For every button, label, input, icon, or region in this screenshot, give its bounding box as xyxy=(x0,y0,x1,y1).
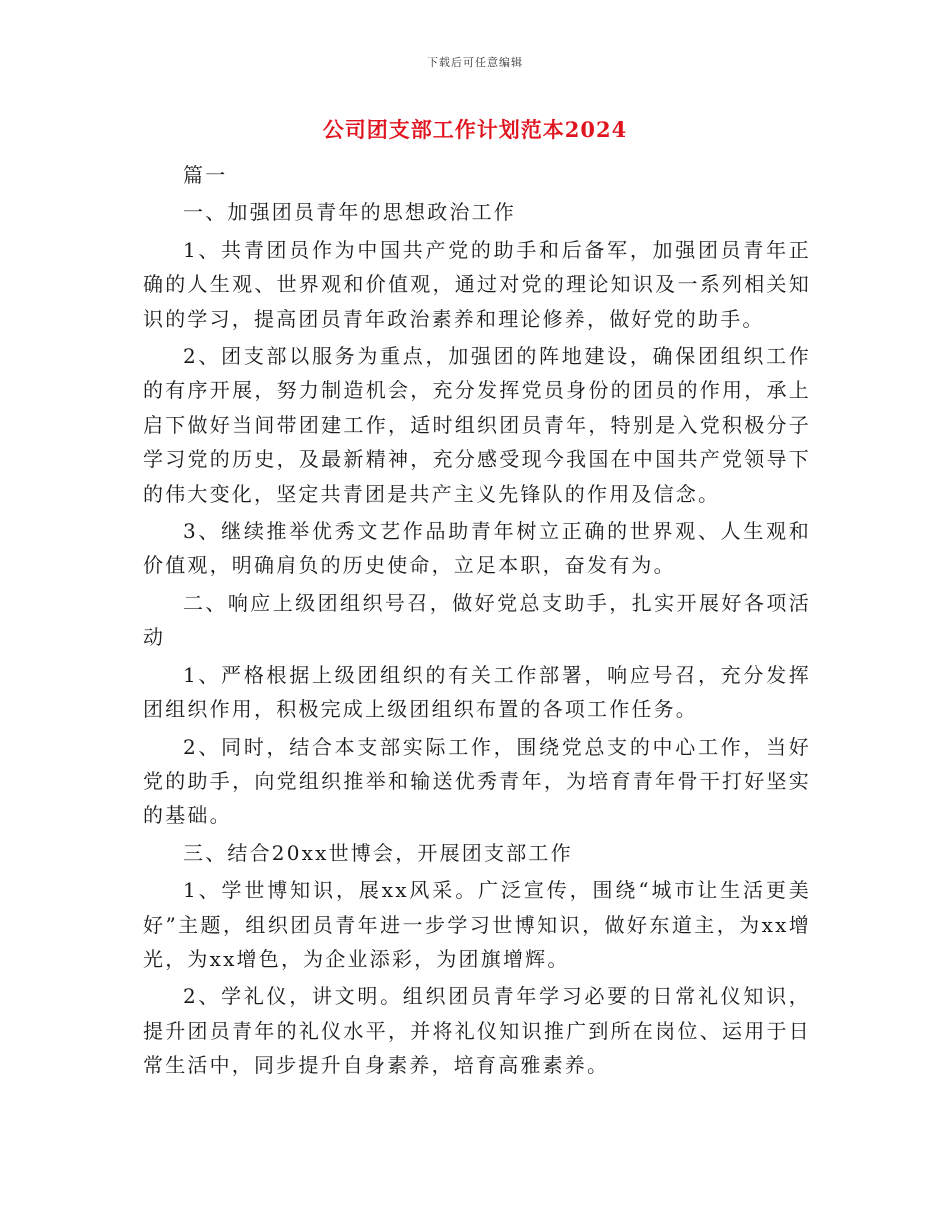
paragraph: 2、同时，结合本支部实际工作，围绕党总支的中心工作，当好党的助手，向党组织推举和输送优秀青年，为培育青年骨干打好坚实的基础。 xyxy=(143,734,811,828)
paragraph: 1、严格根据上级团组织的有关工作部署，响应号召，充分发挥团组织作用，积极完成上级团组织布置的各项工作任务。 xyxy=(143,662,811,722)
paragraph: 2、学礼仪，讲文明。组织团员青年学习必要的日常礼仪知识，提升团员青年的礼仪水平，并将礼仪知识推广到所在岗位、运用于日常生活中，同步提升自身素养，培育高雅素养。 xyxy=(143,984,811,1078)
heading-2: 二、响应上级团组织号召，做好党总支助手，扎实开展好各项活动 xyxy=(143,590,811,650)
paragraph: 2、团支部以服务为重点，加强团的阵地建设，确保团组织工作的有序开展，努力制造机会，充分发挥党员身份的团员的作用，承上启下做好当间带团建工作，适时组织团员青年，特别是入党积极分子学习党的历史，及最新精神，充分感受现今我国在中国共产党领导下的伟大变化，坚定共青团是共产主义先锋队的作用及信念。 xyxy=(143,344,811,506)
document-title: 公司团支部工作计划范本2024 xyxy=(322,117,628,142)
document-body xyxy=(143,158,811,1086)
header-note: 下载后可任意编辑 xyxy=(427,56,523,69)
paragraph: 3、继续推举优秀文艺作品助青年树立正确的世界观、人生观和价值观，明确肩负的历史使命，立足本职，奋发有为。 xyxy=(143,519,811,578)
paragraph: 1、学世博知识，展xx风采。广泛宣传，围绕“城市让生活更美好”主题，组织团员青年进一步学习世博知识，做好东道主，为xx增光，为xx增色，为企业添彩，为团旗增辉。 xyxy=(143,878,811,971)
heading-1: 一、加强团员青年的思想政治工作 xyxy=(183,200,516,225)
paragraph: 1、共青团员作为中国共产党的助手和后备军，加强团员青年正确的人生观、世界观和价值观，通过对党的理论知识及一系列相关知识的学习，提高团员青年政治素养和理论修养，做好党的助手。 xyxy=(143,237,811,331)
section-label: 篇一 xyxy=(183,163,228,187)
heading-3: 三、结合20xx世博会，开展团支部工作 xyxy=(183,840,573,865)
